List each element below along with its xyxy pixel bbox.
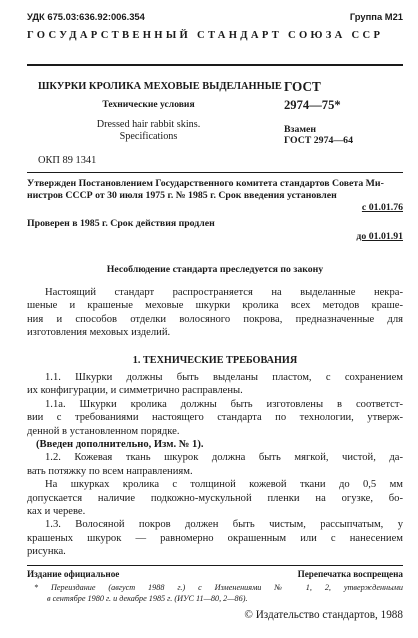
intro-line-2: шеные и крашеные меховые шкурки кролика всех методов краше- xyxy=(27,300,403,312)
gost-number: 2974—75* xyxy=(284,98,341,112)
title-block xyxy=(38,80,282,144)
intro-line-4: изготовления меховых изделий. xyxy=(27,327,171,339)
reissue-note-1: * Переиздание (август 1988 г.) с Изменениями № 1, 2, утвержденными xyxy=(34,583,403,592)
p4-line-1: На шкурках кролика с толщиной кожевой ткани до 0,5 мм xyxy=(45,479,403,491)
okp-code: ОКП 89 1341 xyxy=(38,155,97,166)
approval-block xyxy=(27,178,403,243)
title-bottom-rule xyxy=(27,172,403,173)
checked-line: Проверен в 1985 г. Срок действия продлен xyxy=(27,218,215,229)
p5-line-3: рисунка. xyxy=(27,546,66,558)
intro-line-1: Настоящий стандарт распространяется на выделанные некра- xyxy=(45,287,403,298)
title-ru: ШКУРКИ КРОЛИКА МЕХОВЫЕ ВЫДЕЛАННЫЕ xyxy=(38,81,282,92)
approval-date-2: до 01.01.91 xyxy=(356,231,403,242)
p3-line-2: вать потяжку по всем направлениям. xyxy=(27,465,193,477)
replaces-label: Взамен xyxy=(284,124,317,135)
reprint-prohibited: Перепечатка воспрещена xyxy=(297,569,403,579)
replaces-value: ГОСТ 2974—64 xyxy=(284,135,353,146)
subtitle-ru: Технические условия xyxy=(102,99,195,110)
copyright: © Издательство стандартов, 1988 xyxy=(244,609,403,621)
section-body xyxy=(27,371,403,559)
p2-line-1: 1.1а. Шкурки кролика должны быть изготовлены в соответст- xyxy=(45,398,403,410)
footer-rule xyxy=(27,565,403,566)
p4-line-2: допускается наличие подкожно-мускульной пленки на огузке, бо- xyxy=(27,492,403,504)
legal-warning: Несоблюдение стандарта преследуется по закону xyxy=(106,264,324,275)
p2-line-3: денной в установленном порядке. xyxy=(27,425,180,437)
official-edition: Издание официальное xyxy=(27,569,120,579)
intro-paragraph xyxy=(27,286,403,340)
intro-line-3: ния и способов отделки волосяного покрова, предназначенные для xyxy=(27,313,403,325)
approval-line-2: нистров СССР от 30 июля 1975 г. № 1985 г. Срок введения установлен xyxy=(27,190,337,201)
gost-block xyxy=(284,79,353,146)
gost-label: ГОСТ xyxy=(284,79,321,94)
approval-line-1: Утвержден Постановлением Государственного комитета стандартов Совета Ми- xyxy=(27,178,384,189)
udk-code: УДК 675.03:636.92:006.354 xyxy=(27,11,145,22)
title-top-rule xyxy=(27,64,403,66)
reissue-note-2: в сентябре 1980 г. и декабре 1985 г. (ИУС 11—80, 2—86). xyxy=(47,594,248,603)
p5-line-1: 1.3. Волосяной покров должен быть чистым, рассыпчатым, у xyxy=(45,519,403,531)
p3-line-1: 1.2. Кожевая ткань шкурок должна быть мягкой, чистой, да- xyxy=(45,452,403,464)
p2-line-2: вии с требованиями настоящего стандарта по технологии, утверж- xyxy=(27,412,403,424)
p1-line-2: их конфигурации, и симметрично расправлены. xyxy=(27,385,243,397)
section-heading: 1. ТЕХНИЧЕСКИЕ ТРЕБОВАНИЯ xyxy=(132,355,298,366)
title-en-2: Specifications xyxy=(119,131,178,143)
group-code: Группа М21 xyxy=(349,11,403,22)
amendment-note: (Введен дополнительно, Изм. № 1). xyxy=(36,439,204,451)
title-en-1: Dressed hair rabbit skins. xyxy=(96,119,201,130)
standard-banner: ГОСУДАРСТВЕННЫЙ СТАНДАРТ СОЮЗА ССР xyxy=(27,30,384,41)
p1-line-1: 1.1. Шкурки должны быть выделаны пластом, с сохранением xyxy=(45,372,403,383)
p4-line-3: ках и череве. xyxy=(27,506,86,518)
approval-date-1: с 01.01.76 xyxy=(361,202,403,213)
p5-line-2: крашеных шкурок — равномерно окрашенным или с нанесением xyxy=(27,532,403,544)
